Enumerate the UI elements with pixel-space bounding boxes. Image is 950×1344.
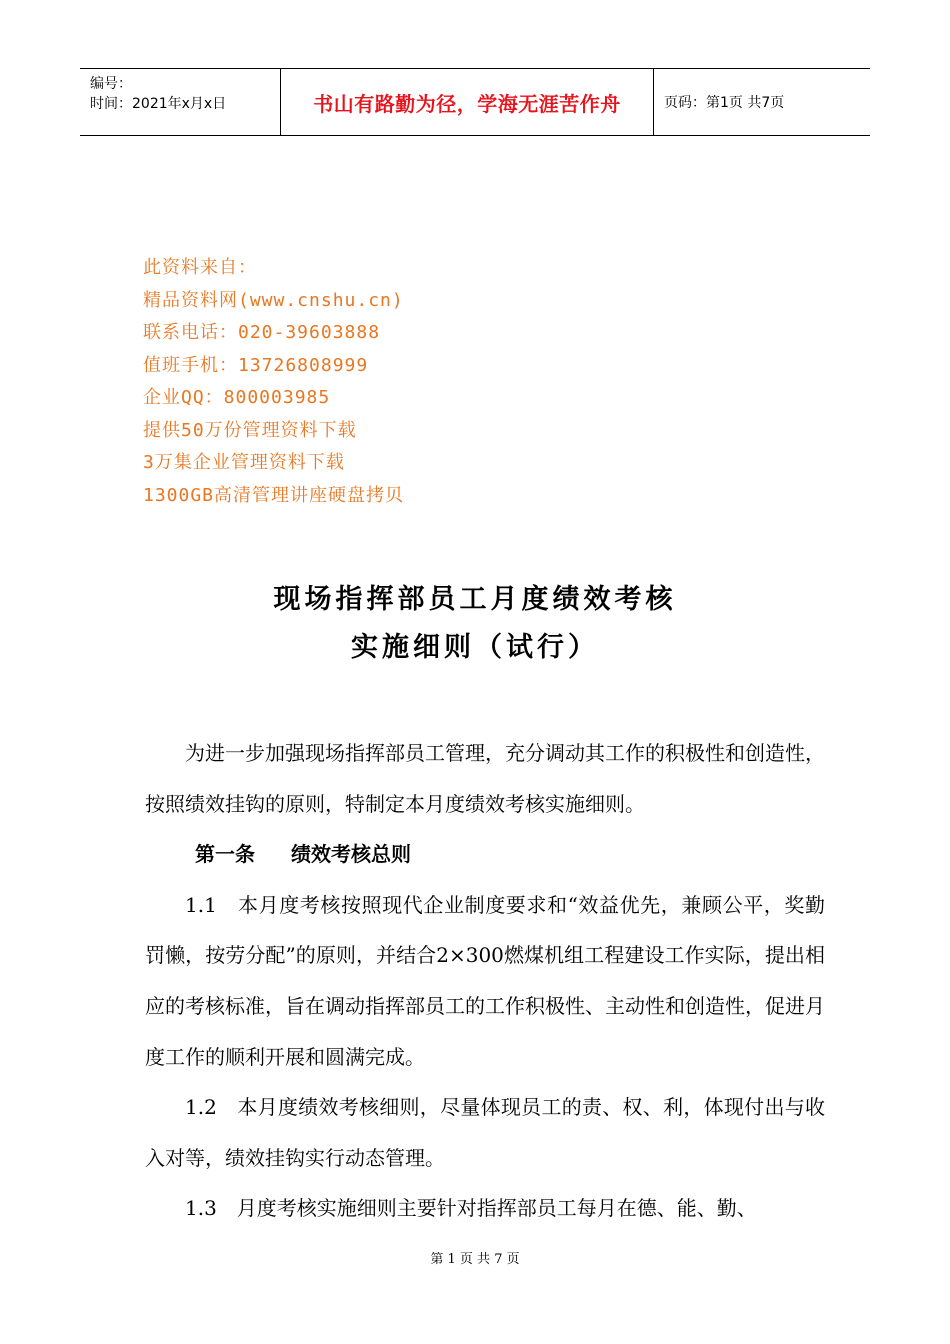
section-heading [145, 829, 825, 880]
source-line: 企业QQ：800003985 [143, 387, 331, 408]
time-label: 时间：2021年x月x日 [90, 96, 227, 112]
section-title: 绩效考核总则 [291, 842, 411, 867]
source-line: 联系电话：020-39603888 [143, 322, 381, 343]
source-line: 此资料来自： [143, 257, 257, 278]
source-line: 提供50万份管理资料下载 [143, 419, 357, 441]
clause-1-1: 1.1 本月度考核按照现代企业制度要求和“效益优先，兼顾公平，奖勤罚懒，按劳分配”的原则，并结合2×300燃煤机组工程建设工作实际，提出相应的考核标准，旨在调动指挥部员工的工作积极性、主动性和创造性，促进月度工作的顺利开展和圆满完成。 [145, 892, 825, 1069]
clause-1-3: 1.3 月度考核实施细则主要针对指挥部员工每月在德、能、勤、 [185, 1196, 757, 1221]
source-line: 精品资料网(www.cnshu.cn) [143, 289, 404, 311]
source-info-block [143, 252, 404, 512]
page-footer: 第 1 页 共 7 页 [430, 1252, 520, 1267]
source-line: 1300GB高清管理讲座硬盘拷贝 [143, 484, 405, 506]
document-title-line1: 现场指挥部员工月度绩效考核 [273, 584, 677, 615]
clause-1-2: 1.2 本月度绩效考核细则，尽量体现员工的责、权、利，体现付出与收入对等，绩效挂钩实行动态管理。 [145, 1095, 825, 1170]
section-number: 第一条 [195, 842, 255, 867]
source-line: 值班手机：13726808999 [143, 354, 369, 376]
document-header [80, 68, 870, 136]
intro-paragraph: 为进一步加强现场指挥部员工管理，充分调动其工作的积极性和创造性，按照绩效挂钩的原则，特制定本月度绩效考核实施细则。 [145, 741, 825, 816]
number-label: 编号： [90, 76, 132, 92]
document-title-line2: 实施细则（试行） [351, 632, 599, 663]
header-meta-cell [80, 69, 281, 135]
header-motto: 书山有路勤为径，学海无涯苦作舟 [281, 69, 654, 135]
header-page-label: 页码：第1页 共7页 [664, 95, 785, 111]
source-line: 3万集企业管理资料下载 [143, 452, 345, 473]
document-body [145, 728, 825, 1234]
